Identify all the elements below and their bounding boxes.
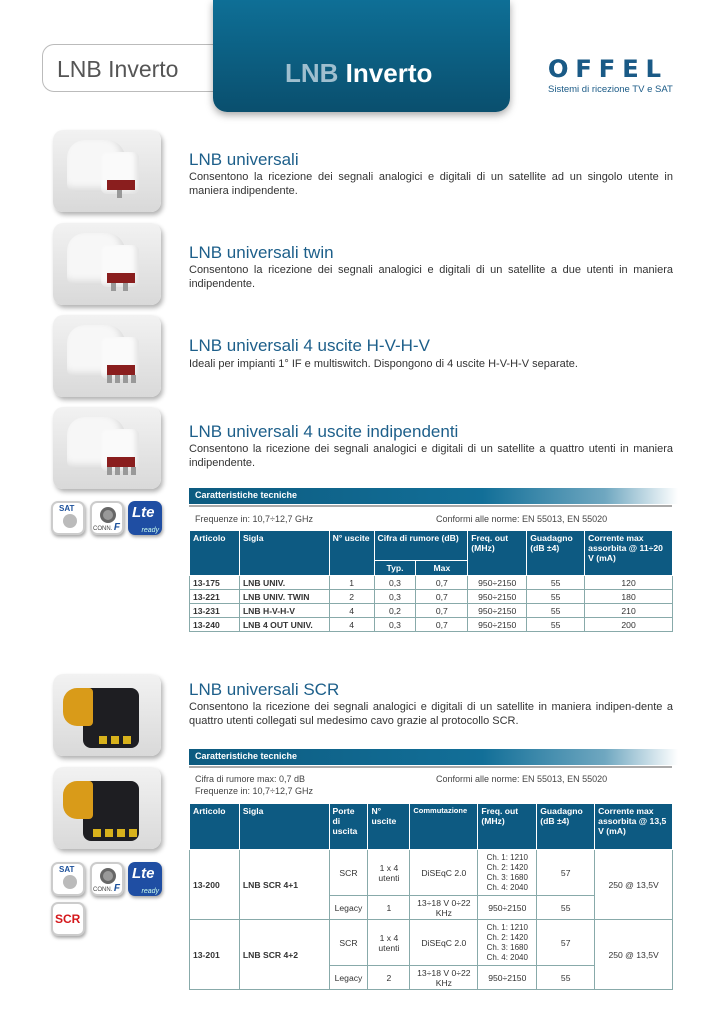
col-guadagno: Guadagno (dB ±4)	[527, 531, 585, 576]
cell-corrente: 120	[585, 576, 673, 590]
cell-sigla: LNB UNIV.	[239, 576, 329, 590]
cell-typ: 0,2	[374, 604, 416, 618]
tab-box	[42, 44, 217, 92]
cell-uscite: 1 x 4 utenti	[368, 850, 410, 896]
section-title-scr: LNB universali SCR	[189, 680, 340, 699]
cell-guadagno: 55	[527, 590, 585, 604]
cell-uscite: 1	[368, 896, 410, 920]
cell-commutazione: 13÷18 V 0÷22 KHz	[410, 896, 478, 920]
connector-f-icon	[90, 501, 124, 535]
cell-freq: 950÷2150	[468, 576, 527, 590]
scr-icon	[51, 902, 85, 936]
spec-bar-1-underline	[189, 505, 672, 507]
page-title	[285, 58, 432, 89]
cell-max: 0,7	[416, 604, 468, 618]
conn-label: CONN.	[93, 887, 113, 893]
cell-articolo: 13-175	[190, 576, 240, 590]
col-typ: Typ.	[374, 561, 416, 576]
cell-porta: Legacy	[329, 896, 368, 920]
col-freq: Freq. out (MHz)	[468, 531, 527, 576]
cell-freq: Ch. 1: 1210 Ch. 2: 1420 Ch. 3: 1680 Ch. 4: 2040	[478, 920, 537, 966]
cell-sigla: LNB UNIV. TWIN	[239, 590, 329, 604]
cell-uscite: 4	[329, 604, 374, 618]
cell-corrente: 180	[585, 590, 673, 604]
section-title-indipendenti: LNB universali 4 uscite indipendenti	[189, 422, 459, 441]
col-sigla: Sigla	[239, 531, 329, 576]
page-title-brand: LNB	[285, 58, 339, 88]
cell-corrente: 210	[585, 604, 673, 618]
offel-logo	[548, 55, 678, 95]
section-title-hvhv: LNB universali 4 uscite H-V-H-V	[189, 336, 430, 355]
logo-tagline: Sistemi di ricezione TV e SAT	[548, 84, 673, 95]
col-uscite: N° uscite	[368, 804, 410, 850]
col-guadagno: Guadagno (dB ±4)	[537, 804, 595, 850]
cell-max: 0,7	[416, 576, 468, 590]
lnb-hvhv-image	[53, 315, 161, 397]
cell-porta: Legacy	[329, 966, 368, 990]
table-row	[190, 576, 673, 590]
col-sigla: Sigla	[239, 804, 329, 850]
conn-label: CONN.	[93, 526, 113, 532]
page-title-product: Inverto	[345, 58, 433, 88]
lte-label: Lte	[132, 865, 155, 882]
conn-f-label: F	[113, 522, 120, 533]
cell-guadagno: 55	[527, 576, 585, 590]
cell-guadagno: 55	[537, 966, 595, 990]
cell-freq: Ch. 1: 1210 Ch. 2: 1420 Ch. 3: 1680 Ch. 4: 2040	[478, 850, 537, 896]
lte-ready-label: ready	[141, 527, 159, 534]
section-desc-universali: Consentono la ricezione dei segnali analogici e digitali di un satellite ad un singolo utente in maniera indipendente.	[189, 171, 673, 197]
conn-f-label: F	[113, 883, 120, 894]
table-row	[190, 618, 673, 632]
cell-freq: 950÷2150	[478, 896, 537, 920]
cell-typ: 0,3	[374, 618, 416, 632]
col-porte: Porte di uscita	[329, 804, 368, 850]
cell-sigla: LNB H-V-H-V	[239, 604, 329, 618]
cell-uscite: 1 x 4 utenti	[368, 920, 410, 966]
cell-uscite: 2	[329, 590, 374, 604]
cell-freq: 950÷2150	[468, 618, 527, 632]
spec2-note-frequency: Frequenze in: 10,7÷12,7 GHz	[195, 786, 314, 796]
cell-corrente: 250 @ 13,5V	[595, 850, 673, 920]
section-desc-indipendenti: Consentono la ricezione dei segnali analogici e digitali di un satellite a quattro utenti in maniera indipendente.	[189, 443, 673, 469]
lnb-scr-image-2	[53, 767, 161, 849]
spec2-note-noise: Cifra di rumore max: 0,7 dB	[195, 774, 306, 784]
spec-bar-1-label: Caratteristiche tecniche	[195, 490, 298, 500]
cell-articolo: 13-200	[190, 850, 240, 920]
cell-guadagno: 55	[527, 604, 585, 618]
cell-uscite: 1	[329, 576, 374, 590]
cell-articolo: 13-231	[190, 604, 240, 618]
cell-guadagno: 55	[537, 896, 595, 920]
section-desc-twin: Consentono la ricezione dei segnali analogici e digitali di un satellite a due utenti in maniera indipendente.	[189, 264, 673, 290]
lnb-twin-image	[53, 223, 161, 305]
col-articolo: Articolo	[190, 804, 240, 850]
cell-corrente: 250 @ 13,5V	[595, 920, 673, 990]
table-row	[190, 850, 673, 896]
spec-bar-2-underline	[189, 766, 672, 768]
cell-guadagno: 57	[537, 920, 595, 966]
spec-bar-1	[189, 488, 678, 504]
tab-label: LNB Inverto	[57, 56, 179, 82]
lte-ready-icon	[128, 862, 162, 896]
col-freq: Freq. out (MHz)	[478, 804, 537, 850]
col-max: Max	[416, 561, 468, 576]
cell-commutazione: DiSEqC 2.0	[410, 850, 478, 896]
cell-max: 0,7	[416, 618, 468, 632]
col-rumore: Cifra di rumore (dB)	[374, 531, 468, 561]
lnb-single-image	[53, 130, 161, 212]
cell-typ: 0,3	[374, 590, 416, 604]
section-title-twin: LNB universali twin	[189, 243, 334, 262]
cell-commutazione: DiSEqC 2.0	[410, 920, 478, 966]
section-desc-scr: Consentono la ricezione dei segnali analogici e digitali di un satellite in maniera indipen-dente a quattro utenti collegati sul medesimo cavo grazie al protocollo SCR.	[189, 701, 673, 727]
spec1-note-frequency: Frequenze in: 10,7÷12,7 GHz	[195, 514, 314, 524]
lnb-scr-image-1	[53, 674, 161, 756]
cell-sigla: LNB 4 OUT UNIV.	[239, 618, 329, 632]
cell-sigla: LNB SCR 4+2	[239, 920, 329, 990]
cell-corrente: 200	[585, 618, 673, 632]
cell-uscite: 4	[329, 618, 374, 632]
cell-guadagno: 55	[527, 618, 585, 632]
section-title-universali: LNB universali	[189, 150, 299, 169]
table-row	[190, 604, 673, 618]
cell-articolo: 13-221	[190, 590, 240, 604]
cell-freq: 950÷2150	[478, 966, 537, 990]
cell-porta: SCR	[329, 920, 368, 966]
table-row	[190, 590, 673, 604]
section-desc-hvhv: Ideali per impianti 1° IF e multiswitch. Dispongono di 4 uscite H-V-H-V separate.	[189, 358, 578, 370]
col-uscite: N° uscite	[329, 531, 374, 576]
cell-sigla: LNB SCR 4+1	[239, 850, 329, 920]
lte-ready-icon	[128, 501, 162, 535]
cell-typ: 0,3	[374, 576, 416, 590]
cell-porta: SCR	[329, 850, 368, 896]
col-corrente: Corrente max assorbita @ 13,5 V (mA)	[595, 804, 673, 850]
spec-table-2	[189, 803, 673, 990]
cell-commutazione: 13÷18 V 0÷22 KHz	[410, 966, 478, 990]
cell-articolo: 13-240	[190, 618, 240, 632]
logo-word: OFFEL	[548, 55, 668, 83]
lte-label: Lte	[132, 504, 155, 521]
cell-guadagno: 57	[537, 850, 595, 896]
spec1-note-standards: Conformi alle norme: EN 55013, EN 55020	[436, 514, 608, 524]
sat-icon	[51, 501, 85, 535]
col-corrente: Corrente max assorbita @ 11÷20 V (mA)	[585, 531, 673, 576]
cell-freq: 950÷2150	[468, 604, 527, 618]
spec2-note-standards: Conformi alle norme: EN 55013, EN 55020	[436, 774, 608, 784]
spec-bar-2-label: Caratteristiche tecniche	[195, 751, 298, 761]
spec-bar-2	[189, 749, 678, 765]
connector-f-icon	[90, 862, 124, 896]
sat-icon	[51, 862, 85, 896]
cell-freq: 950÷2150	[468, 590, 527, 604]
cell-articolo: 13-201	[190, 920, 240, 990]
sat-label: SAT	[59, 504, 75, 513]
lte-ready-label: ready	[141, 888, 159, 895]
lnb-quad-image	[53, 407, 161, 489]
cell-uscite: 2	[368, 966, 410, 990]
sat-label: SAT	[59, 865, 75, 874]
scr-label: SCR	[55, 912, 81, 926]
col-commutazione: Commutazione	[410, 804, 478, 850]
header-banner	[213, 0, 510, 112]
spec-table-1	[189, 530, 673, 632]
cell-max: 0,7	[416, 590, 468, 604]
table-row	[190, 920, 673, 966]
col-articolo: Articolo	[190, 531, 240, 576]
